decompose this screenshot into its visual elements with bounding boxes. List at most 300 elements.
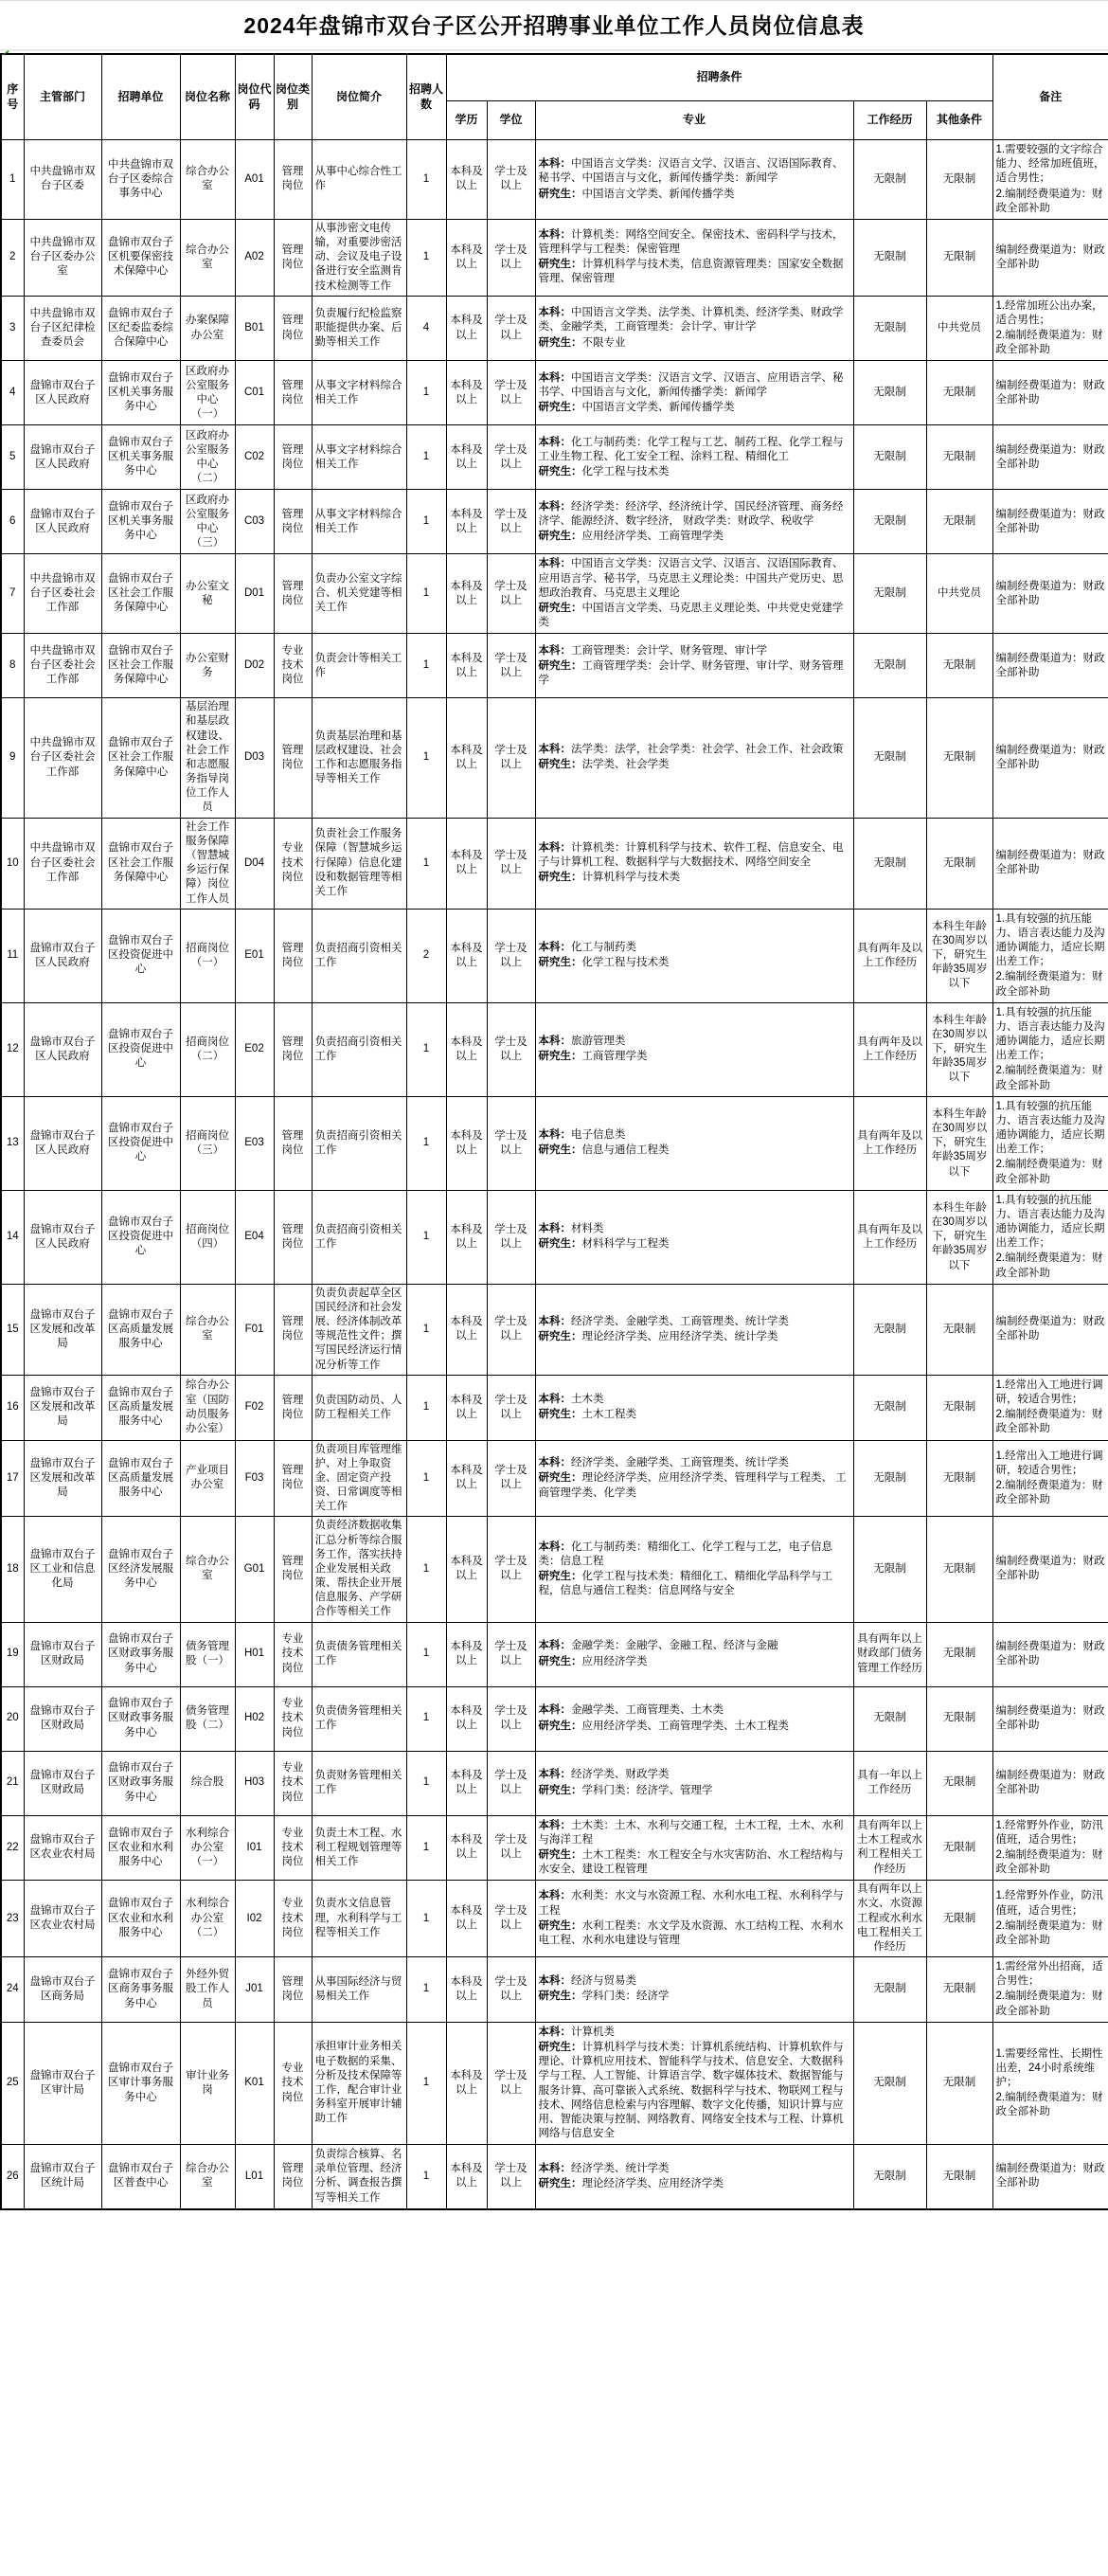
count-cell: 1 [406, 1622, 446, 1686]
post-cell: 办公室财务 [180, 634, 235, 698]
major-level-label: 本科： [538, 841, 571, 854]
note-line: 1.经常出入工地进行调研，较适合男性； [995, 1450, 1103, 1476]
note-cell [992, 909, 1108, 1002]
note-cell [992, 2022, 1108, 2144]
major-level-label: 本科： [538, 1819, 571, 1831]
count-cell: 1 [406, 1002, 446, 1096]
major-level-label: 研究生： [538, 1570, 582, 1582]
major-line: 研究生：化学工程与技术类 [538, 465, 670, 477]
unit-cell: 盘锦市双台子区高质量发展服务中心 [101, 1375, 180, 1440]
degree-cell: 学士及以上 [487, 140, 535, 220]
category-cell: 管理岗位 [274, 1190, 312, 1284]
post-cell: 综合办公室 [180, 1517, 235, 1622]
category-cell: 管理岗位 [274, 140, 312, 220]
major-level-label: 研究生： [538, 259, 582, 271]
degree-cell: 学士及以上 [487, 554, 535, 634]
code-cell: B01 [235, 296, 274, 361]
table-row [1, 1881, 1108, 1957]
other-cell: 无限制 [926, 1686, 992, 1751]
serial-cell: 11 [1, 909, 24, 1002]
major-line: 本科：经济学类、统计学类 [538, 2162, 670, 2174]
code-cell: D02 [235, 634, 274, 698]
dept-cell: 盘锦市双台子区农业农村局 [24, 1815, 101, 1881]
edu-cell: 本科及以上 [446, 1190, 487, 1284]
major-level-label: 研究生： [538, 1144, 582, 1157]
unit-cell: 盘锦市双台子区社会工作服务保障中心 [101, 634, 180, 698]
code-cell: H03 [235, 1751, 274, 1815]
major-line: 本科：经济学类、金融学类、工商管理类、统计学类 [538, 1457, 789, 1469]
major-line: 本科：经济与贸易类 [538, 1975, 636, 1988]
experience-cell: 无限制 [853, 1440, 926, 1517]
major-line: 研究生：不限专业 [538, 336, 626, 349]
major-cell [535, 1881, 853, 1957]
unit-cell: 盘锦市双台子区农业和水利服务中心 [101, 1881, 180, 1957]
note-cell [992, 1957, 1108, 2023]
intro-cell: 从事文字材料综合相关工作 [312, 425, 406, 490]
other-cell: 无限制 [926, 634, 992, 698]
unit-cell: 盘锦市双台子区社会工作服务保障中心 [101, 698, 180, 818]
table-row [1, 1751, 1108, 1815]
major-line: 研究生：计算机科学与技术类：计算机系统结构、计算机软件与理论、计算机应用技术、智能科学与技术、信息安全、大数据科学与工程、人工智能、计算语言学、数字媒体技术、数据智能与服务计算、高可靠嵌入式系统、数据科学与技术、物联网工程与技术、网络信息检索与内容理解、数字文化传播，知识计算与应用、智能决策与控制、网络教育、网络安全技术与工程、计算机网络与信息安全 [538, 2041, 844, 2140]
title-separator [0, 49, 1108, 51]
note-line: 编制经费渠道为：财政全部补助 [995, 443, 1105, 470]
other-cell: 无限制 [926, 698, 992, 818]
other-cell: 无限制 [926, 140, 992, 220]
note-line: 1.经常野外作业，防汛值班，适合男性； [995, 1819, 1103, 1846]
col-header-intro: 岗位简介 [312, 54, 406, 140]
experience-cell: 无限制 [853, 1284, 926, 1375]
major-level-label: 研究生： [538, 872, 582, 884]
table-row [1, 1957, 1108, 2023]
major-cell [535, 1375, 853, 1440]
post-cell: 区政府办公室服务中心（二） [180, 425, 235, 490]
note-cell [992, 1517, 1108, 1622]
dept-cell: 中共盘锦市双台子区委 [24, 140, 101, 220]
dept-cell: 盘锦市双台子区人民政府 [24, 1002, 101, 1096]
degree-cell: 学士及以上 [487, 1190, 535, 1284]
major-level-label: 本科： [538, 1890, 571, 1902]
other-cell: 无限制 [926, 1815, 992, 1881]
post-cell: 基层治理和基层政权建设、社会工作和志愿服务指导岗位工作人员 [180, 698, 235, 818]
edu-cell: 本科及以上 [446, 219, 487, 296]
code-cell: D04 [235, 818, 274, 909]
intro-cell: 负责社会工作服务保障（智慧城乡运行保障）信息化建设和数据管理等相关工作 [312, 818, 406, 909]
note-cell [992, 1881, 1108, 1957]
major-line: 研究生：化学工程与技术类：精细化工、精细化学品科学与工程，信息与通信工程类：信息网络与安全 [538, 1570, 832, 1597]
intro-cell: 从事国际经济与贸易相关工作 [312, 1957, 406, 2023]
major-line: 研究生：中国语言文学类、新闻传播学类 [538, 188, 735, 200]
edu-cell: 本科及以上 [446, 1881, 487, 1957]
major-level-label: 研究生： [538, 1238, 582, 1251]
note-cell [992, 1751, 1108, 1815]
major-line: 研究生：材料科学与工程类 [538, 1238, 670, 1251]
dept-cell: 中共盘锦市双台子区委办公室 [24, 219, 101, 296]
note-cell [992, 140, 1108, 220]
degree-cell: 学士及以上 [487, 1440, 535, 1517]
post-cell: 综合办公室 [180, 219, 235, 296]
major-level-label: 研究生： [538, 659, 582, 672]
degree-cell: 学士及以上 [487, 1096, 535, 1190]
unit-cell: 盘锦市双台子区高质量发展服务中心 [101, 1284, 180, 1375]
unit-cell: 盘锦市双台子区社会工作服务保障中心 [101, 818, 180, 909]
major-cell [535, 361, 853, 425]
category-cell: 管理岗位 [274, 1375, 312, 1440]
unit-cell: 盘锦市双台子区经济发展服务中心 [101, 1517, 180, 1622]
major-cell [535, 490, 853, 554]
dept-cell: 盘锦市双台子区人民政府 [24, 1190, 101, 1284]
degree-cell: 学士及以上 [487, 1957, 535, 2023]
serial-cell: 12 [1, 1002, 24, 1096]
post-cell: 水利综合办公室（一） [180, 1815, 235, 1881]
major-line: 研究生：工商管理学类 [538, 1051, 648, 1063]
col-header-note: 备注 [992, 54, 1108, 140]
major-level-label: 研究生： [538, 1409, 582, 1421]
dept-cell: 盘锦市双台子区人民政府 [24, 1096, 101, 1190]
code-cell: F01 [235, 1284, 274, 1375]
intro-cell: 负责土木工程、水利工程规划管理等相关工作 [312, 1815, 406, 1881]
major-level-label: 本科： [538, 1036, 571, 1048]
edu-cell: 本科及以上 [446, 698, 487, 818]
intro-cell: 负责债务管理相关工作 [312, 1686, 406, 1751]
table-row [1, 1002, 1108, 1096]
serial-cell: 17 [1, 1440, 24, 1517]
major-cell [535, 1002, 853, 1096]
serial-cell: 26 [1, 2145, 24, 2209]
table-row [1, 1517, 1108, 1622]
serial-cell: 9 [1, 698, 24, 818]
major-level-label: 研究生： [538, 401, 582, 413]
table-row [1, 818, 1108, 909]
note-line: 1.经常野外作业，防汛值班，适合男性； [995, 1890, 1103, 1917]
count-cell: 4 [406, 296, 446, 361]
post-cell: 区政府办公室服务中心（一） [180, 361, 235, 425]
major-level-label: 研究生： [538, 1919, 582, 1932]
other-cell: 本科生年龄在30周岁以下，研究生年龄35周岁以下 [926, 909, 992, 1002]
title-bar [0, 0, 1108, 49]
category-cell: 管理岗位 [274, 1096, 312, 1190]
major-line: 研究生：土木工程类：水工程安全与水灾害防治、水工程结构与水安全、建设工程管理 [538, 1848, 844, 1876]
edu-cell: 本科及以上 [446, 818, 487, 909]
unit-cell: 盘锦市双台子区机关事务服务中心 [101, 425, 180, 490]
edu-cell: 本科及以上 [446, 634, 487, 698]
note-line: 2.编制经费渠道为：财政全部补助 [995, 1065, 1103, 1091]
table-row [1, 554, 1108, 634]
serial-cell: 7 [1, 554, 24, 634]
major-cell [535, 1686, 853, 1751]
major-level-label: 研究生： [538, 957, 582, 969]
dept-cell: 盘锦市双台子区农业农村局 [24, 1881, 101, 1957]
count-cell: 1 [406, 2145, 446, 2209]
experience-cell: 具有两年以上土木工程或水利工程相关工作经历 [853, 1815, 926, 1881]
category-cell: 专业技术岗位 [274, 1751, 312, 1815]
count-cell: 1 [406, 425, 446, 490]
note-line: 2.编制经费渠道为：财政全部补助 [995, 1991, 1103, 2017]
note-line: 2.编制经费渠道为：财政全部补助 [995, 330, 1103, 356]
count-cell: 1 [406, 818, 446, 909]
major-line: 本科：经济学类：经济学、经济统计学、国民经济管理、商务经济学、能源经济、数字经济， 财政学类：财政学、税收学 [538, 500, 844, 527]
intro-cell: 负责国防动员、人防工程相关工作 [312, 1375, 406, 1440]
major-line: 本科：电子信息类 [538, 1129, 626, 1142]
major-cell [535, 2022, 853, 2144]
serial-cell: 8 [1, 634, 24, 698]
category-cell: 管理岗位 [274, 1002, 312, 1096]
intro-cell: 负责债务管理相关工作 [312, 1622, 406, 1686]
table-row [1, 1096, 1108, 1190]
note-line: 1.具有较强的抗压能力、语言表达能力及沟通协调能力，适应长期出差工作； [995, 1194, 1105, 1250]
note-cell [992, 1440, 1108, 1517]
note-line: 1.需要较强的文字综合能力、经常加班值班，适合男性； [995, 144, 1105, 185]
col-header-conditions: 招聘条件 [446, 54, 992, 101]
major-line: 研究生：中国语言文学类、马克思主义理论类、中共党史党建学类 [538, 602, 844, 629]
note-line: 编制经费渠道为：财政全部补助 [995, 744, 1105, 770]
experience-cell: 无限制 [853, 425, 926, 490]
note-line: 编制经费渠道为：财政全部补助 [995, 849, 1105, 876]
col-header-serial: 序号 [1, 54, 24, 140]
post-cell: 债务管理股（一） [180, 1622, 235, 1686]
dept-cell: 盘锦市双台子区发展和改革局 [24, 1440, 101, 1517]
code-cell: L01 [235, 2145, 274, 2209]
major-line: 本科：工商管理类：会计学、财务管理、审计学 [538, 644, 767, 657]
intro-cell: 负责财务管理相关工作 [312, 1751, 406, 1815]
major-level-label: 研究生： [538, 759, 582, 771]
intro-cell: 从事文字材料综合相关工作 [312, 361, 406, 425]
col-header-edu: 学历 [446, 101, 487, 140]
other-cell: 无限制 [926, 2145, 992, 2209]
unit-cell: 盘锦市双台子区社会工作服务保障中心 [101, 554, 180, 634]
major-cell [535, 1751, 853, 1815]
major-line: 本科：中国语言文学类、法学类、计算机类、经济学类、财政学类、金融学类，工商管理类：会计学、审计学 [538, 307, 844, 333]
intro-cell: 负责水文信息管理，水利科学与工程等相关工作 [312, 1881, 406, 1957]
note-line: 2.编制经费渠道为：财政全部补助 [995, 1919, 1103, 1946]
degree-cell: 学士及以上 [487, 1622, 535, 1686]
table-row [1, 1815, 1108, 1881]
edu-cell: 本科及以上 [446, 554, 487, 634]
degree-cell: 学士及以上 [487, 1002, 535, 1096]
serial-cell: 1 [1, 140, 24, 220]
intro-cell: 负责项目库管理维护、对上争取资金、固定资产投资、日常调度等相关工作 [312, 1440, 406, 1517]
code-cell: J01 [235, 1957, 274, 2023]
other-cell: 无限制 [926, 1622, 992, 1686]
note-cell [992, 634, 1108, 698]
major-level-label: 研究生： [538, 336, 582, 349]
dept-cell: 盘锦市双台子区工业和信息化局 [24, 1517, 101, 1622]
major-cell [535, 140, 853, 220]
experience-cell: 具有两年以上财政部门债务管理工作经历 [853, 1622, 926, 1686]
table-row [1, 909, 1108, 1002]
count-cell: 1 [406, 140, 446, 220]
count-cell: 1 [406, 219, 446, 296]
major-level-label: 研究生： [538, 1991, 582, 2003]
note-cell [992, 219, 1108, 296]
note-cell [992, 1375, 1108, 1440]
code-cell: E02 [235, 1002, 274, 1096]
col-header-dept: 主管部门 [24, 54, 101, 140]
major-level-label: 研究生： [538, 1848, 582, 1861]
note-cell [992, 425, 1108, 490]
major-level-label: 研究生： [538, 1051, 582, 1063]
degree-cell: 学士及以上 [487, 1686, 535, 1751]
degree-cell: 学士及以上 [487, 1284, 535, 1375]
major-line: 研究生：中国语言文学类、新闻传播学类 [538, 401, 735, 413]
major-level-label: 本科： [538, 158, 571, 171]
dept-cell: 盘锦市双台子区人民政府 [24, 425, 101, 490]
major-line: 本科：经济学类、财政学类 [538, 1769, 670, 1781]
other-cell: 中共党员 [926, 554, 992, 634]
category-cell: 管理岗位 [274, 425, 312, 490]
note-line: 编制经费渠道为：财政全部补助 [995, 580, 1105, 606]
major-cell [535, 219, 853, 296]
major-line: 本科：中国语言文学类：汉语言文学、汉语言、应用语言学、秘书学、中国语言与文化，新闻传播学类：新闻学 [538, 371, 844, 398]
col-header-major: 专业 [535, 101, 853, 140]
category-cell: 专业技术岗位 [274, 1881, 312, 1957]
note-line: 编制经费渠道为：财政全部补助 [995, 243, 1105, 270]
note-line: 1.具有较强的抗压能力、语言表达能力及沟通协调能力，适应长期出差工作； [995, 1006, 1105, 1062]
intro-cell: 负责招商引资相关工作 [312, 1190, 406, 1284]
edu-cell: 本科及以上 [446, 296, 487, 361]
degree-cell: 学士及以上 [487, 296, 535, 361]
experience-cell: 具有两年及以上工作经历 [853, 909, 926, 1002]
table-row [1, 1622, 1108, 1686]
post-cell: 社会工作服务保障（智慧城乡运行保障）岗位工作人员 [180, 818, 235, 909]
major-line: 本科：中国语言文学类：汉语言文学、汉语言、汉语国际教育、应用语言学、秘书学，马克思主义理论类：中国共产党历史、思想政治教育、马克思主义理论 [538, 558, 844, 599]
degree-cell: 学士及以上 [487, 1881, 535, 1957]
experience-cell: 无限制 [853, 634, 926, 698]
experience-cell: 无限制 [853, 554, 926, 634]
degree-cell: 学士及以上 [487, 1517, 535, 1622]
experience-cell: 具有两年以上水文、水资源工程或水利水电工程相关工作经历 [853, 1881, 926, 1957]
edu-cell: 本科及以上 [446, 2145, 487, 2209]
unit-cell: 盘锦市双台子区农业和水利服务中心 [101, 1815, 180, 1881]
category-cell: 专业技术岗位 [274, 1686, 312, 1751]
code-cell: H01 [235, 1622, 274, 1686]
code-cell: C01 [235, 361, 274, 425]
category-cell: 专业技术岗位 [274, 818, 312, 909]
major-line: 本科：水利类：水文与水资源工程、水利水电工程、水利科学与工程 [538, 1890, 844, 1917]
edu-cell: 本科及以上 [446, 1686, 487, 1751]
major-cell [535, 1096, 853, 1190]
serial-cell: 22 [1, 1815, 24, 1881]
major-level-label: 本科： [538, 1223, 571, 1235]
table-row [1, 1284, 1108, 1375]
major-level-label: 本科： [538, 558, 571, 570]
note-line: 2.编制经费渠道为：财政全部补助 [995, 1159, 1103, 1185]
unit-cell: 盘锦市双台子区机关事务服务中心 [101, 361, 180, 425]
experience-cell: 无限制 [853, 818, 926, 909]
edu-cell: 本科及以上 [446, 1815, 487, 1881]
major-level-label: 研究生： [538, 1472, 582, 1485]
major-line: 本科：金融学类、工商管理类、土木类 [538, 1704, 724, 1717]
major-line: 研究生：计算机科学与技术类 [538, 872, 680, 884]
table-row [1, 698, 1108, 818]
major-level-label: 本科： [538, 436, 571, 448]
count-cell: 1 [406, 1881, 446, 1957]
major-line: 研究生：化学工程与技术类 [538, 957, 670, 969]
post-cell: 招商岗位（一） [180, 909, 235, 1002]
post-cell: 产业项目办公室 [180, 1440, 235, 1517]
degree-cell: 学士及以上 [487, 1815, 535, 1881]
code-cell: C03 [235, 490, 274, 554]
category-cell: 管理岗位 [274, 1957, 312, 2023]
major-line: 本科：计算机类：网络空间安全、保密技术、密码科学与技术，管理科学与工程类：保密管理 [538, 228, 844, 256]
experience-cell: 无限制 [853, 1686, 926, 1751]
major-cell [535, 1957, 853, 2023]
post-cell: 综合办公室 [180, 2145, 235, 2209]
category-cell: 管理岗位 [274, 909, 312, 1002]
other-cell: 无限制 [926, 1375, 992, 1440]
other-cell: 无限制 [926, 2022, 992, 2144]
unit-cell: 盘锦市双台子区财政事务服务中心 [101, 1622, 180, 1686]
note-line: 1.经常出入工地进行调研，较适合男性； [995, 1378, 1103, 1405]
major-level-label: 本科： [538, 2026, 571, 2038]
table-row [1, 140, 1108, 220]
major-cell [535, 909, 853, 1002]
major-line: 研究生：学科门类：经济学、管理学 [538, 1784, 713, 1796]
other-cell: 本科生年龄在30周岁以下，研究生年龄35周岁以下 [926, 1002, 992, 1096]
major-line: 研究生：应用经济学类、工商管理学类 [538, 530, 724, 542]
edu-cell: 本科及以上 [446, 1622, 487, 1686]
other-cell: 中共党员 [926, 296, 992, 361]
intro-cell: 负责招商引资相关工作 [312, 909, 406, 1002]
major-cell [535, 1190, 853, 1284]
experience-cell: 无限制 [853, 361, 926, 425]
edu-cell: 本科及以上 [446, 1957, 487, 2023]
dept-cell: 盘锦市双台子区发展和改革局 [24, 1375, 101, 1440]
major-level-label: 本科： [538, 644, 571, 657]
table-row [1, 2145, 1108, 2209]
note-line: 编制经费渠道为：财政全部补助 [995, 508, 1105, 534]
major-cell [535, 634, 853, 698]
edu-cell: 本科及以上 [446, 2022, 487, 2144]
post-cell: 办案保障办公室 [180, 296, 235, 361]
note-line: 2.编制经费渠道为：财政全部补助 [995, 1479, 1103, 1506]
category-cell: 管理岗位 [274, 1284, 312, 1375]
major-cell [535, 296, 853, 361]
col-header-count: 招聘人数 [406, 54, 446, 140]
major-line: 研究生：土木工程类 [538, 1409, 636, 1421]
serial-cell: 3 [1, 296, 24, 361]
degree-cell: 学士及以上 [487, 425, 535, 490]
major-level-label: 研究生： [538, 1720, 582, 1732]
dept-cell: 盘锦市双台子区统计局 [24, 2145, 101, 2209]
table-row [1, 490, 1108, 554]
post-cell: 招商岗位（四） [180, 1190, 235, 1284]
experience-cell: 无限制 [853, 698, 926, 818]
table-row [1, 634, 1108, 698]
major-level-label: 本科： [538, 1129, 571, 1142]
major-line: 本科：旅游管理类 [538, 1036, 626, 1048]
major-line: 研究生：理论经济学类、应用经济学类、管理科学与工程类、 工商管理学类、化学类 [538, 1472, 847, 1499]
post-cell: 综合办公室 [180, 1284, 235, 1375]
note-line: 2.编制经费渠道为：财政全部补助 [995, 971, 1103, 998]
note-line: 2.编制经费渠道为：财政全部补助 [995, 2092, 1103, 2118]
edu-cell: 本科及以上 [446, 1002, 487, 1096]
note-line: 编制经费渠道为：财政全部补助 [995, 652, 1105, 678]
major-level-label: 本科： [538, 1769, 571, 1781]
serial-cell: 14 [1, 1190, 24, 1284]
major-level-label: 本科： [538, 942, 571, 954]
serial-cell: 15 [1, 1284, 24, 1375]
major-line: 研究生：法学类、社会学类 [538, 759, 670, 771]
major-line: 本科：土木类：土木、水利与交通工程，土木工程，土木、水利与海洋工程 [538, 1819, 844, 1846]
post-cell: 综合办公室 [180, 140, 235, 220]
other-cell: 无限制 [926, 1284, 992, 1375]
experience-cell: 具有两年及以上工作经历 [853, 1096, 926, 1190]
note-cell [992, 1284, 1108, 1375]
note-cell [992, 698, 1108, 818]
note-line: 编制经费渠道为：财政全部补助 [995, 1704, 1105, 1732]
unit-cell: 盘锦市双台子区财政事务服务中心 [101, 1686, 180, 1751]
code-cell: E04 [235, 1190, 274, 1284]
